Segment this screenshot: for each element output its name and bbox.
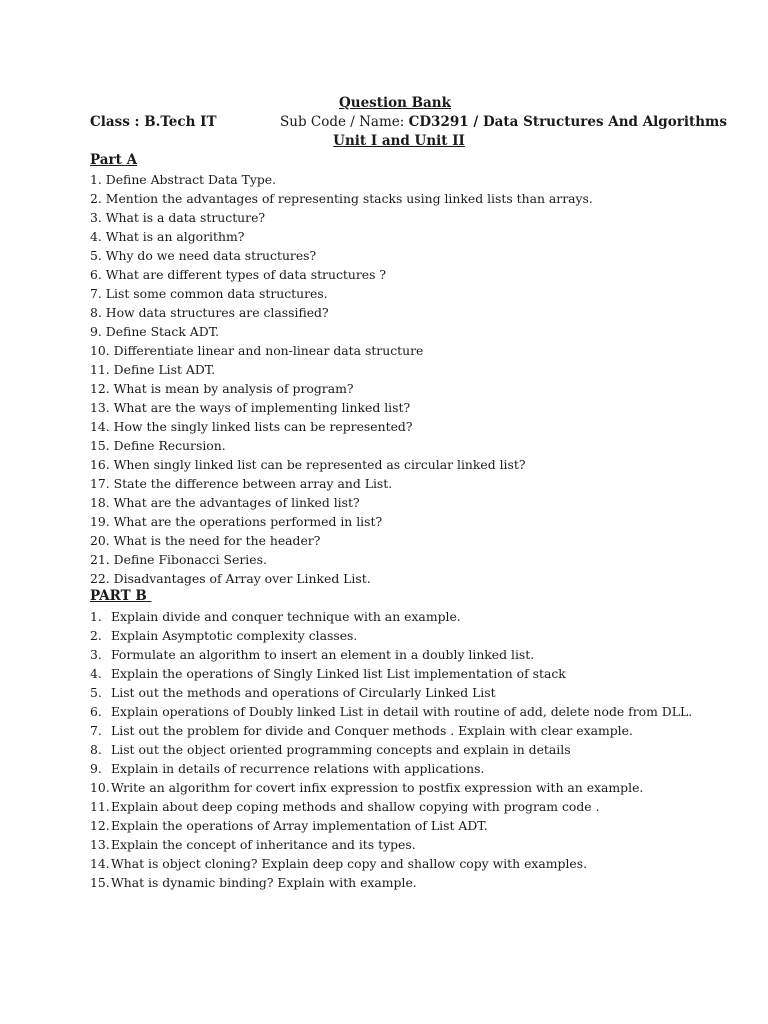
question-number: 15.: [90, 438, 110, 453]
question-item: [90, 702, 692, 721]
question-number: 1.: [90, 172, 102, 187]
question-item: [90, 721, 692, 740]
question-number: 13.: [90, 837, 110, 852]
question-text: Explain operations of Doubly linked List in detail with routine of add, delete node from DLL.: [111, 704, 693, 719]
question-item: [90, 569, 593, 588]
question-text: Define Stack ADT.: [105, 324, 220, 339]
question-item: [90, 398, 593, 417]
question-text: Formulate an algorithm to insert an element in a doubly linked list.: [111, 647, 535, 662]
question-item: [90, 607, 692, 626]
question-number: 21.: [90, 552, 110, 567]
question-text: Explain Asymptotic complexity classes.: [111, 628, 358, 643]
question-number: 14.: [90, 856, 110, 871]
question-item: [90, 455, 593, 474]
question-item: [90, 208, 593, 227]
question-item: [90, 740, 692, 759]
question-text: What are the advantages of linked list?: [113, 495, 360, 510]
question-number: 1.: [90, 609, 102, 624]
part-a-heading: Part A: [90, 152, 138, 168]
part-b-list: [90, 607, 692, 892]
subject-line: [280, 114, 727, 130]
question-number: 12.: [90, 818, 110, 833]
class-line: [90, 114, 217, 130]
question-number: 4.: [90, 229, 102, 244]
question-item: [90, 816, 692, 835]
question-text: Explain about deep coping methods and shallow copying with program code .: [111, 799, 600, 814]
question-number: 3.: [90, 210, 102, 225]
question-number: 19.: [90, 514, 110, 529]
document-title: Question Bank: [339, 95, 451, 111]
question-item: [90, 265, 593, 284]
question-text: How the singly linked lists can be represented?: [113, 419, 413, 434]
question-number: 8.: [90, 305, 102, 320]
question-text: Define List ADT.: [113, 362, 216, 377]
question-number: 10.: [90, 343, 110, 358]
question-item: [90, 284, 593, 303]
question-number: 5.: [90, 248, 102, 263]
question-text: Explain the operations of Array implementation of List ADT.: [111, 818, 488, 833]
question-number: 14.: [90, 419, 110, 434]
question-text: What is mean by analysis of program?: [113, 381, 354, 396]
subject-value: CD3291 / Data Structures And Algorithms: [408, 114, 727, 130]
question-number: 11.: [90, 362, 110, 377]
question-item: [90, 759, 692, 778]
question-item: [90, 550, 593, 569]
question-number: 2.: [90, 191, 102, 206]
question-item: [90, 303, 593, 322]
question-text: Define Abstract Data Type.: [105, 172, 277, 187]
question-text: What is an algorithm?: [105, 229, 245, 244]
question-text: What is dynamic binding? Explain with example.: [111, 875, 417, 890]
question-text: Explain the concept of inheritance and its types.: [111, 837, 416, 852]
question-text: What is object cloning? Explain deep copy and shallow copy with examples.: [111, 856, 588, 871]
question-item: [90, 379, 593, 398]
question-text: List out the methods and operations of Circularly Linked List: [111, 685, 496, 700]
question-number: 20.: [90, 533, 110, 548]
question-text: Mention the advantages of representing stacks using linked lists than arrays.: [105, 191, 593, 206]
question-number: 16.: [90, 457, 110, 472]
question-number: 13.: [90, 400, 110, 415]
question-text: How data structures are classified?: [105, 305, 329, 320]
question-item: [90, 664, 692, 683]
question-number: 7.: [90, 286, 102, 301]
question-text: List some common data structures.: [105, 286, 328, 301]
question-text: Write an algorithm for covert infix expression to postfix expression with an example.: [111, 780, 644, 795]
question-number: 15.: [90, 875, 110, 890]
question-text: What are different types of data structures ?: [105, 267, 387, 282]
question-item: [90, 531, 593, 550]
part-a-list: [90, 170, 593, 588]
question-text: What is the need for the header?: [113, 533, 321, 548]
question-number: 9.: [90, 761, 102, 776]
question-text: What is a data structure?: [105, 210, 266, 225]
question-number: 10.: [90, 780, 110, 795]
question-item: [90, 854, 692, 873]
question-number: 4.: [90, 666, 102, 681]
question-item: [90, 246, 593, 265]
question-text: What are the ways of implementing linked list?: [113, 400, 411, 415]
question-number: 7.: [90, 723, 102, 738]
question-item: [90, 683, 692, 702]
question-number: 2.: [90, 628, 102, 643]
unit-heading: Unit I and Unit II: [333, 133, 465, 149]
question-item: [90, 835, 692, 854]
question-text: When singly linked list can be represented as circular linked list?: [113, 457, 526, 472]
question-item: [90, 873, 692, 892]
question-item: [90, 493, 593, 512]
question-text: Explain divide and conquer technique with an example.: [111, 609, 461, 624]
question-text: State the difference between array and List.: [113, 476, 393, 491]
question-text: List out the object oriented programming concepts and explain in details: [111, 742, 571, 757]
question-item: [90, 417, 593, 436]
question-number: 3.: [90, 647, 102, 662]
question-number: 12.: [90, 381, 110, 396]
question-item: [90, 778, 692, 797]
question-item: [90, 512, 593, 531]
question-number: 9.: [90, 324, 102, 339]
question-item: [90, 436, 593, 455]
question-number: 6.: [90, 267, 102, 282]
question-number: 17.: [90, 476, 110, 491]
class-text: Class : B.Tech IT: [90, 114, 217, 130]
question-number: 11.: [90, 799, 110, 814]
question-item: [90, 227, 593, 246]
question-item: [90, 322, 593, 341]
question-text: Explain in details of recurrence relations with applications.: [111, 761, 485, 776]
question-item: [90, 341, 593, 360]
question-text: Define Fibonacci Series.: [113, 552, 267, 567]
question-number: 5.: [90, 685, 102, 700]
question-text: What are the operations performed in list?: [113, 514, 383, 529]
question-text: Explain the operations of Singly Linked list List implementation of stack: [111, 666, 566, 681]
question-item: [90, 474, 593, 493]
question-text: Define Recursion.: [113, 438, 226, 453]
question-item: [90, 626, 692, 645]
question-number: 8.: [90, 742, 102, 757]
question-item: [90, 189, 593, 208]
question-item: [90, 645, 692, 664]
question-text: Disadvantages of Array over Linked List.: [113, 571, 371, 586]
question-text: Differentiate linear and non-linear data structure: [113, 343, 424, 358]
question-number: 6.: [90, 704, 102, 719]
question-number: 18.: [90, 495, 110, 510]
subject-label: Sub Code / Name:: [280, 114, 409, 130]
question-item: [90, 797, 692, 816]
question-number: 22.: [90, 571, 110, 586]
question-text: List out the problem for divide and Conquer methods . Explain with clear example.: [111, 723, 633, 738]
part-b-heading: PART B: [90, 588, 152, 604]
question-item: [90, 170, 593, 189]
question-item: [90, 360, 593, 379]
question-text: Why do we need data structures?: [105, 248, 317, 263]
